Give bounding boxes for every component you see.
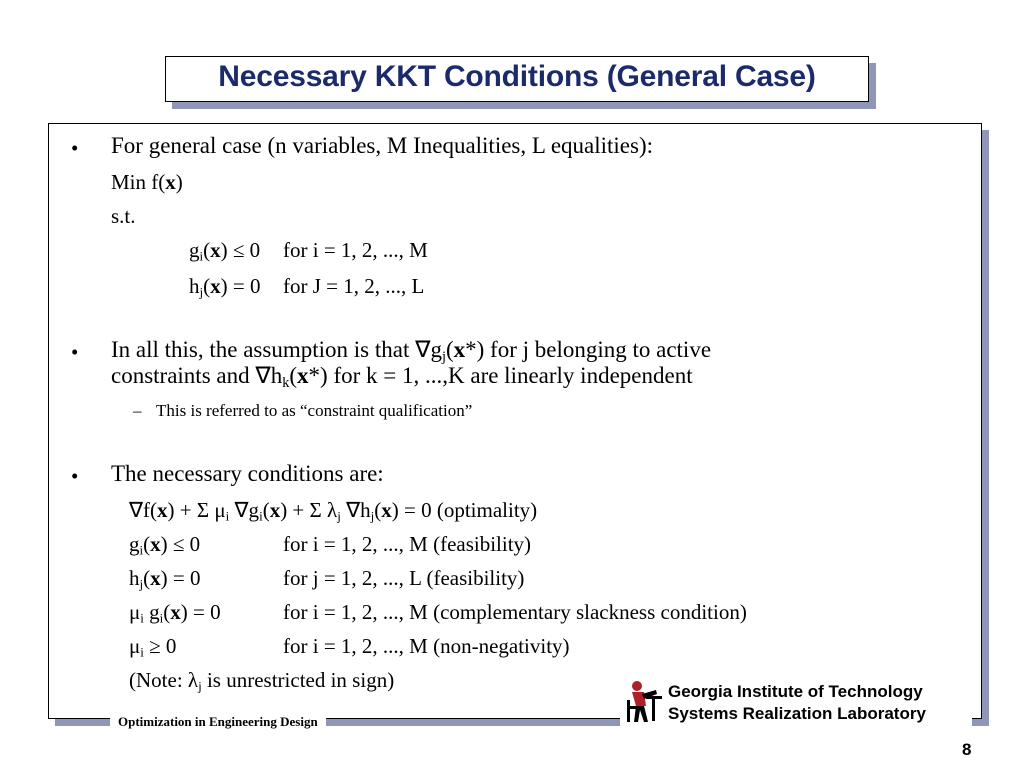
institute-name: Georgia Institute of Technology: [668, 682, 923, 701]
institution-logo: [620, 676, 972, 728]
inequality-range: for i = 1, 2, ..., M: [283, 238, 428, 262]
inequality-constraint: $g_i(x) \le 0$: [189, 238, 261, 264]
lab-name: Systems Realization Laboratory: [668, 704, 926, 723]
assumption-line-2: constraints and $\nabla h_k(x*)$ for k = 1, ...,K are linearly independent: [111, 363, 693, 391]
title-box: [165, 56, 869, 102]
optimality-condition: ∇f(x) + Σ $\mu_i$ $\nabla g_i(x) + \Sigma$ $\lambda_j$ $\nabla h_j(x) = 0$ (optimality): [129, 498, 538, 524]
feasibility-h-condition: $h_j(x) = 0$: [129, 566, 201, 592]
bullet-2: •: [71, 340, 79, 364]
slide-title: Necessary KKT Conditions (General Case): [218, 60, 816, 93]
course-footer: Optimization in Engineering Design: [110, 712, 326, 732]
non-negativity-condition: $\mu_i \ge 0$: [129, 634, 177, 660]
equality-constraint: $h_j(x) = 0$: [189, 274, 261, 300]
non-negativity-desc: for i = 1, 2, ..., M (non-negativity): [283, 634, 570, 658]
bullet-3: •: [71, 464, 79, 488]
srl-thinker-logo-icon: [622, 676, 666, 726]
complementary-slackness-desc: for i = 1, 2, ..., M (complementary slackness condition): [283, 600, 747, 624]
bullet-1: •: [71, 136, 79, 160]
feasibility-g-condition: $g_i(x) \le 0$: [129, 532, 201, 558]
dash-1: –: [133, 401, 142, 420]
page-number: 8: [962, 740, 972, 759]
feasibility-h-desc: for j = 1, 2, ..., L (feasibility): [283, 566, 525, 590]
content-box: [48, 123, 982, 719]
complementary-slackness-condition: $\mu_i$ $g_i(x) = 0$: [129, 600, 221, 626]
lambda-note: (Note: $\lambda_j$ is unrestricted in sign): [129, 668, 395, 694]
feasibility-g-desc: for i = 1, 2, ..., M (feasibility): [283, 532, 532, 556]
necessary-conditions-intro: The necessary conditions are:: [111, 461, 384, 486]
general-case-intro: For general case (n variables, M Inequalities, L equalities):: [111, 133, 654, 158]
assumption-line-1: In all this, the assumption is that $\nabla g_j(x*)$ for j belonging to active: [111, 337, 712, 365]
subject-to: s.t.: [111, 204, 136, 228]
objective-line: Min f(x): [111, 170, 183, 194]
equality-range: for J = 1, 2, ..., L: [283, 274, 425, 298]
constraint-qualification-note: This is referred to as “constraint qualification”: [156, 401, 473, 420]
